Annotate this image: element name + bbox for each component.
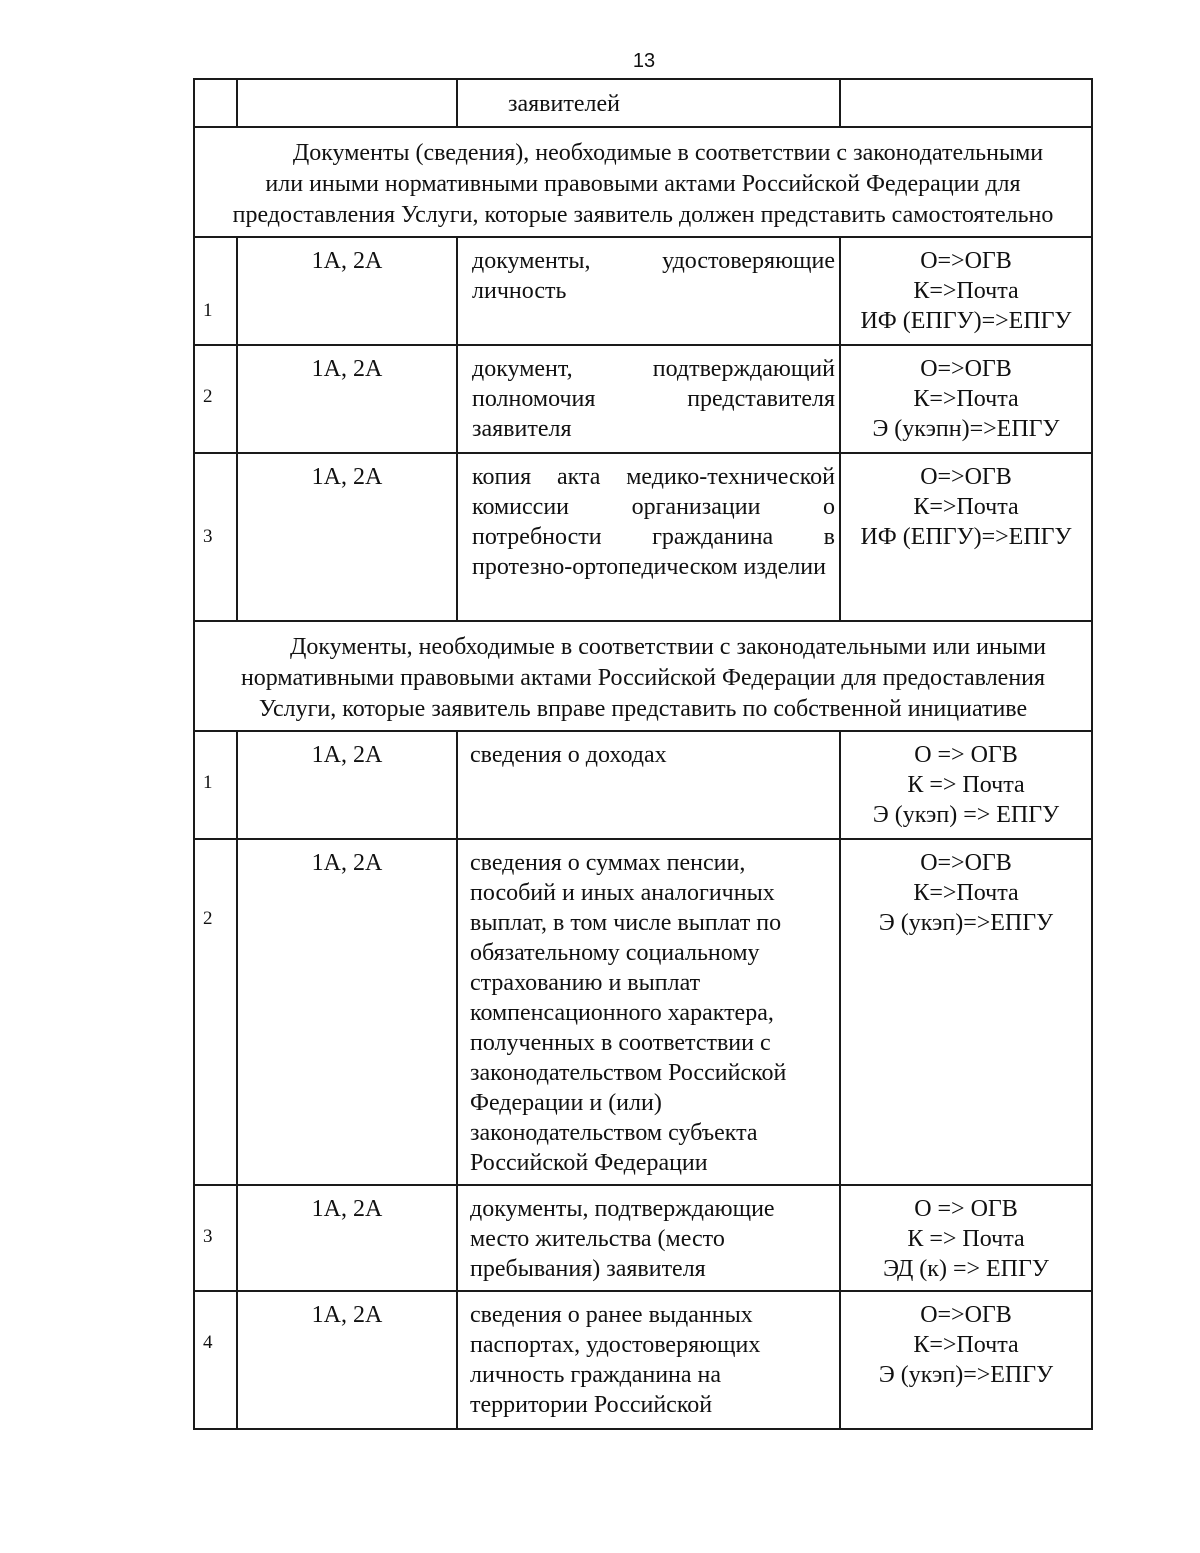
row-number: 4: [194, 1291, 237, 1429]
submission-methods: [840, 345, 1092, 453]
method-line: ЭД (к) => ЕПГУ: [883, 1256, 1049, 1282]
name-line: законодательством Российской: [470, 1060, 787, 1086]
submission-methods: [840, 731, 1092, 839]
document-name: [457, 839, 840, 1185]
service-code: 1А, 2А: [237, 839, 457, 1185]
method-line: К=>Почта: [913, 1332, 1019, 1358]
document-name: [457, 1291, 840, 1429]
table-row: [194, 1291, 1092, 1429]
name-line: полученных в соответствии с: [470, 1030, 771, 1056]
method-line: О=>ОГВ: [920, 1302, 1012, 1328]
method-line: Э (укэпн)=>ЕПГУ: [872, 416, 1060, 442]
table-row-continuation: [194, 79, 1092, 127]
service-code: 1А, 2А: [237, 453, 457, 621]
name-line: сведения о ранее выданных: [470, 1302, 753, 1328]
name-line: территории Российской: [470, 1392, 713, 1418]
service-code: 1А, 2А: [237, 1291, 457, 1429]
section-line: нормативными правовыми актами Российской Федерации для предоставления: [240, 665, 1046, 691]
row-number: 3: [194, 453, 237, 621]
method-line: О=>ОГВ: [920, 248, 1012, 274]
method-line: К=>Почта: [913, 278, 1019, 304]
document-name: [457, 1185, 840, 1291]
name-line: личность гражданина на: [470, 1362, 722, 1388]
num-cell: [194, 79, 237, 127]
name-line: Российской Федерации: [470, 1150, 708, 1176]
method-line: Э (укэп)=>ЕПГУ: [878, 1362, 1054, 1388]
row-number: 1: [194, 731, 237, 839]
method-line: ИФ (ЕПГУ)=>ЕПГУ: [860, 308, 1072, 334]
section-line: или иными нормативными правовыми актами Российской Федерации для: [265, 171, 1021, 197]
service-code: 1А, 2А: [237, 345, 457, 453]
submission-methods: [840, 839, 1092, 1185]
method-line: Э (укэп)=>ЕПГУ: [878, 910, 1054, 936]
method-line: К=>Почта: [913, 880, 1019, 906]
submission-methods: [840, 237, 1092, 345]
document-name: копия акта медико-технической комиссии организации о потребности гражданина в протезно-ортопедическом изделии: [457, 453, 840, 621]
method-cell: [840, 79, 1092, 127]
method-line: О=>ОГВ: [920, 464, 1012, 490]
name-line: выплат, в том числе выплат по: [470, 910, 782, 936]
method-line: О=>ОГВ: [920, 850, 1012, 876]
row-number: 3: [194, 1185, 237, 1291]
row-number: 2: [194, 345, 237, 453]
code-cell: [237, 79, 457, 127]
document-name: [457, 731, 840, 839]
table-row: [194, 237, 1092, 345]
name-line: сведения о суммах пенсии,: [470, 850, 746, 876]
document-name: документ, подтверждающий полномочия представителя заявителя: [457, 345, 840, 453]
method-line: К => Почта: [907, 772, 1025, 798]
submission-methods: [840, 453, 1092, 621]
service-code: 1А, 2А: [237, 237, 457, 345]
name-line: компенсационного характера,: [470, 1000, 774, 1026]
section-line: Документы, необходимые в соответствии с законодательными или иными: [289, 634, 1046, 660]
table-row: [194, 731, 1092, 839]
page-number: 13: [632, 50, 656, 72]
name-line: Федерации и (или): [470, 1090, 662, 1116]
name-line: сведения о доходах: [470, 742, 667, 768]
section-heading-text: [194, 127, 1092, 237]
table-row: [194, 1185, 1092, 1291]
name-line: обязательному социальному: [470, 940, 760, 966]
name-line: пособий и иных аналогичных: [470, 880, 775, 906]
table-row: [194, 839, 1092, 1185]
service-code: 1А, 2А: [237, 731, 457, 839]
table-row: [194, 453, 1092, 621]
document-name: документы, удостоверяющие личность: [457, 237, 840, 345]
method-line: К=>Почта: [913, 386, 1019, 412]
method-line: К=>Почта: [913, 494, 1019, 520]
documents-table: [193, 78, 1093, 1430]
table-row: [194, 345, 1092, 453]
section-heading-required: [194, 127, 1092, 237]
method-line: О=>ОГВ: [920, 356, 1012, 382]
name-line: место жительства (место: [470, 1226, 725, 1252]
method-line: ИФ (ЕПГУ)=>ЕПГУ: [860, 524, 1072, 550]
name-line: страхованию и выплат: [470, 970, 701, 996]
row-number: 2: [194, 839, 237, 1185]
method-line: О => ОГВ: [914, 1196, 1018, 1222]
method-line: О => ОГВ: [914, 742, 1018, 768]
section-heading-text: [194, 621, 1092, 731]
name-line: документы, подтверждающие: [470, 1196, 775, 1222]
submission-methods: [840, 1291, 1092, 1429]
document-name: заявителей: [457, 79, 840, 127]
name-line: паспортах, удостоверяющих: [470, 1332, 761, 1358]
section-line: Услуги, которые заявитель вправе представить по собственной инициативе: [258, 696, 1028, 722]
method-line: К => Почта: [907, 1226, 1025, 1252]
section-line: предоставления Услуги, которые заявитель должен представить самостоятельно: [232, 202, 1054, 228]
name-line: законодательством субъекта: [470, 1120, 758, 1146]
name-line: пребывания) заявителя: [470, 1256, 706, 1282]
section-line: Документы (сведения), необходимые в соответствии с законодательными: [292, 140, 1044, 166]
row-number: 1: [194, 237, 237, 345]
service-code: 1А, 2А: [237, 1185, 457, 1291]
submission-methods: [840, 1185, 1092, 1291]
section-heading-optional: [194, 621, 1092, 731]
method-line: Э (укэп) => ЕПГУ: [872, 802, 1060, 828]
